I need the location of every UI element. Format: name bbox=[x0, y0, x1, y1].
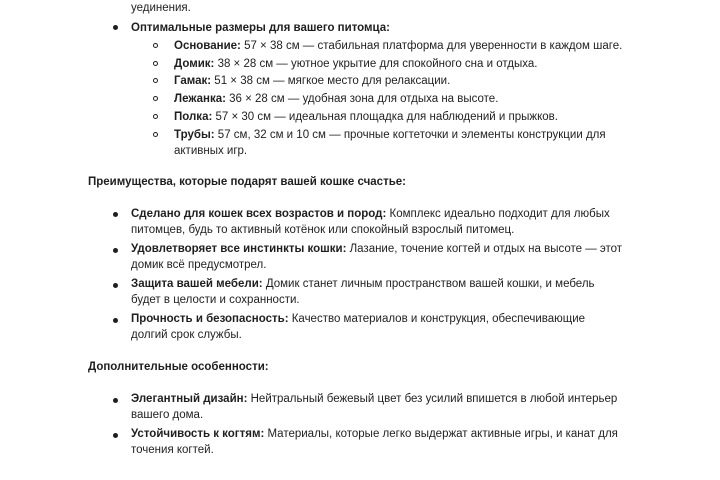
size-item-house: Домик: 38 × 28 см — уютное укрытие для спокойного сна и отдыха. bbox=[174, 58, 538, 70]
size-item-hammock: Гамак: 51 × 38 см — мягкое место для релаксации. bbox=[174, 75, 451, 87]
benefits-heading: Преимущества, которые подарят вашей кошке счастье: bbox=[88, 176, 407, 188]
sub-bullet-circle bbox=[153, 43, 158, 48]
size-item-bed: Лежанка: 36 × 28 см — удобная зона для отдыха на высоте. bbox=[174, 93, 499, 105]
bullet-dot bbox=[113, 283, 118, 288]
sub-bullet-circle bbox=[153, 96, 158, 101]
bullet-dot bbox=[113, 318, 118, 323]
sizes-title: Оптимальные размеры для вашего питомца: bbox=[131, 22, 390, 34]
size-item-tubes: Трубы: 57 см, 32 см и 10 см — прочные когтеточки и элементы конструкции для bbox=[174, 129, 606, 141]
benefit-item-cont: домик всё предусмотрел. bbox=[131, 259, 267, 271]
size-item-base: Основание: 57 × 38 см — стабильная платформа для уверенности в каждом шаге. bbox=[174, 40, 623, 52]
bullet-dot bbox=[113, 248, 118, 253]
sub-bullet-circle bbox=[153, 78, 158, 83]
bullet-dot bbox=[113, 25, 118, 30]
extras-heading: Дополнительные особенности: bbox=[88, 361, 269, 373]
size-item-shelf: Полка: 57 × 30 см — идеальная площадка для наблюдений и прыжков. bbox=[174, 111, 558, 123]
extra-item-cont: точения когтей. bbox=[131, 444, 214, 456]
sub-bullet-circle bbox=[153, 114, 158, 119]
extra-item: Элегантный дизайн: Нейтральный бежевый цвет без усилий впишется в любой интерьер bbox=[131, 393, 618, 405]
benefit-item: Защита вашей мебели: Домик станет личным пространством вашей кошки, и мебель bbox=[131, 278, 595, 290]
benefit-item: Удовлетворяет все инстинкты кошки: Лазание, точение когтей и отдых на высоте — этот bbox=[131, 243, 623, 255]
benefit-item-cont: будет в целости и сохранности. bbox=[131, 294, 300, 306]
size-item-tubes-cont: активных игр. bbox=[174, 145, 248, 157]
sub-bullet-circle bbox=[153, 132, 158, 137]
benefit-item: Прочность и безопасность: Качество материалов и конструкция, обеспечивающие bbox=[131, 313, 586, 325]
continued-text: уединения. bbox=[131, 2, 191, 14]
benefit-item: Сделано для кошек всех возрастов и пород: Комплекс идеально подходит для любых bbox=[131, 208, 610, 220]
bullet-dot bbox=[113, 433, 118, 438]
sub-bullet-circle bbox=[153, 61, 158, 66]
benefit-item-cont: питомцев, будь то активный котёнок или спокойный взрослый питомец. bbox=[131, 224, 515, 236]
bullet-dot bbox=[113, 398, 118, 403]
bullet-dot bbox=[113, 212, 118, 217]
extra-item: Устойчивость к когтям: Материалы, которые легко выдержат активные игры, и канат для bbox=[131, 428, 618, 440]
extra-item-cont: вашего дома. bbox=[131, 409, 204, 421]
benefit-item-cont: долгий срок службы. bbox=[131, 329, 242, 341]
